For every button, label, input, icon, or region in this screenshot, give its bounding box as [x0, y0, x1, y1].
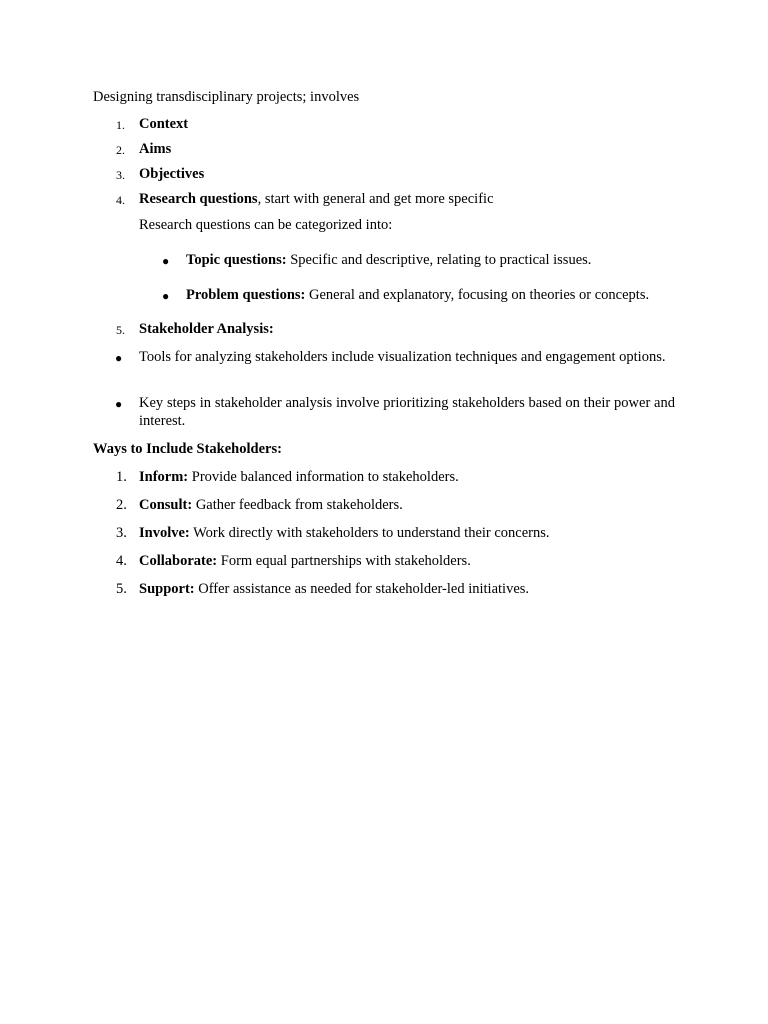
item-text: Provide balanced information to stakeholders.: [188, 469, 459, 485]
list-number: 1.: [116, 469, 127, 485]
bullet-icon: ●: [162, 289, 170, 303]
item-label: Context: [139, 116, 189, 132]
list-number: 1.: [116, 118, 125, 132]
item-text: , start with general and get more specific: [257, 191, 494, 207]
item-label: Inform:: [139, 469, 189, 485]
list-item-involve: [139, 524, 550, 542]
item-label: Stakeholder Analysis:: [139, 321, 274, 337]
list-number: 4.: [116, 193, 125, 207]
list-item-aims: [139, 140, 171, 158]
list-number: 2.: [116, 143, 125, 157]
item-label: Involve:: [139, 525, 190, 541]
bullet-topic-questions: [186, 251, 591, 269]
list-item-research-questions: [139, 190, 494, 208]
item-label: Research questions: [139, 191, 258, 207]
list-item-support: [139, 580, 529, 598]
item-text: Form equal partnerships with stakeholders.: [217, 553, 471, 569]
list-number: 3.: [116, 525, 127, 541]
item-text: Specific and descriptive, relating to practical issues.: [286, 252, 592, 268]
list-item-objectives: [139, 165, 204, 183]
list-item-inform: [139, 468, 459, 486]
item-text: Gather feedback from stakeholders.: [192, 497, 403, 513]
bullet-icon: ●: [115, 397, 123, 411]
bullet-stakeholder-steps: Key steps in stakeholder analysis involve prioritizing stakeholders based on their power and interest.: [139, 395, 675, 429]
list-number: 4.: [116, 553, 127, 569]
item-label: Topic questions:: [186, 252, 287, 268]
item-label: Consult:: [139, 497, 193, 513]
bullet-stakeholder-tools: Tools for analyzing stakeholders include visualization techniques and engagement options.: [139, 349, 666, 365]
research-questions-intro: Research questions can be categorized into:: [139, 217, 393, 233]
item-label: Problem questions:: [186, 287, 306, 303]
intro-text: Designing transdisciplinary projects; involves: [93, 89, 360, 105]
item-label: Objectives: [139, 166, 205, 182]
list-number: 5.: [116, 323, 125, 337]
list-item-collaborate: [139, 552, 471, 570]
bullet-icon: ●: [162, 254, 170, 268]
list-item-stakeholder-analysis: [139, 320, 274, 338]
bullet-problem-questions: [186, 286, 649, 304]
list-number: 3.: [116, 168, 125, 182]
list-item-consult: [139, 496, 403, 514]
item-text: General and explanatory, focusing on theories or concepts.: [305, 287, 650, 303]
list-item-context: [139, 115, 188, 133]
bullet-icon: ●: [115, 351, 123, 365]
list-number: 5.: [116, 581, 127, 597]
item-label: Aims: [139, 141, 172, 157]
item-label: Collaborate:: [139, 553, 218, 569]
item-text: Offer assistance as needed for stakeholder-led initiatives.: [194, 581, 530, 597]
list-number: 2.: [116, 497, 127, 513]
item-label: Support:: [139, 581, 195, 597]
section-heading: [93, 440, 282, 458]
heading-text: Ways to Include Stakeholders:: [93, 441, 282, 457]
item-text: Work directly with stakeholders to understand their concerns.: [189, 525, 550, 541]
